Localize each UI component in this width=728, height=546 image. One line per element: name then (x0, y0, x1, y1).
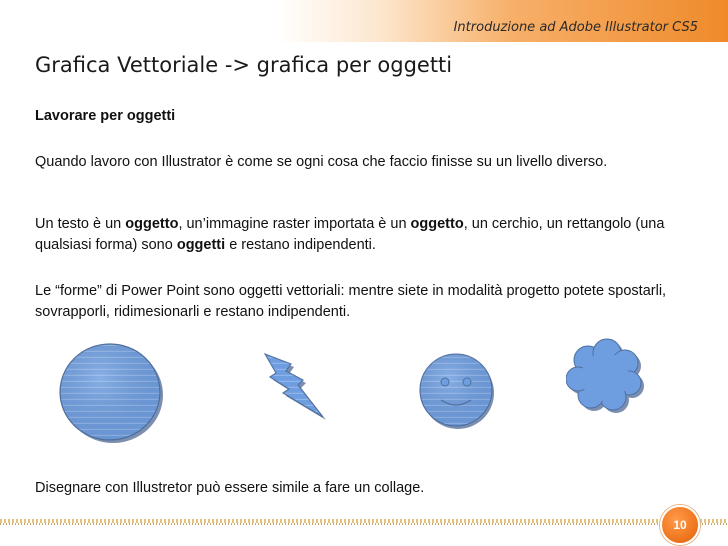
paragraph-objects-text-2: , un’immagine raster importata è un (178, 216, 411, 232)
closing-sentence: Disegnare con Illustretor può essere simile a fare un collage. (35, 480, 425, 496)
slide-subheading: Lavorare per oggetti (35, 108, 176, 124)
cloud-shape-icon (566, 338, 648, 416)
smiley-face-shape-icon (418, 352, 498, 432)
paragraph-objects (35, 214, 705, 256)
paragraph-objects-bold-3: oggetti (176, 237, 226, 253)
paragraph-powerpoint-shapes: Le “forme” di Power Point sono oggetti vettoriali: mentre siete in modalità progetto potete spostarli, sovrapporli, ridimesionarli e restano indipendenti. (35, 283, 667, 320)
lightning-bolt-shape-icon (255, 352, 331, 424)
paragraph-objects-bold-2: oggetto (410, 216, 464, 232)
circle-shape-icon (55, 340, 167, 446)
presentation-title: Introduzione ad Adobe Illustrator CS5 (453, 20, 698, 35)
page-number-badge: 10 (660, 505, 700, 545)
paragraph-objects-text-3: , un cerchio, un rettangolo (una qualsiasi forma) sono (35, 216, 665, 253)
paragraph-layers: Quando lavoro con Illustrator è come se ogni cosa che faccio finisse su un livello diverso. (35, 154, 608, 170)
footer-divider-secondary (0, 523, 728, 525)
shapes-illustration (0, 330, 728, 450)
paragraph-objects-text-4: e restano indipendenti. (225, 237, 376, 253)
slide-title: Grafica Vettoriale -> grafica per oggetti (35, 53, 453, 77)
paragraph-objects-text-1: Un testo è un (35, 216, 126, 232)
paragraph-objects-bold-1: oggetto (125, 216, 179, 232)
header-bar (0, 0, 728, 42)
